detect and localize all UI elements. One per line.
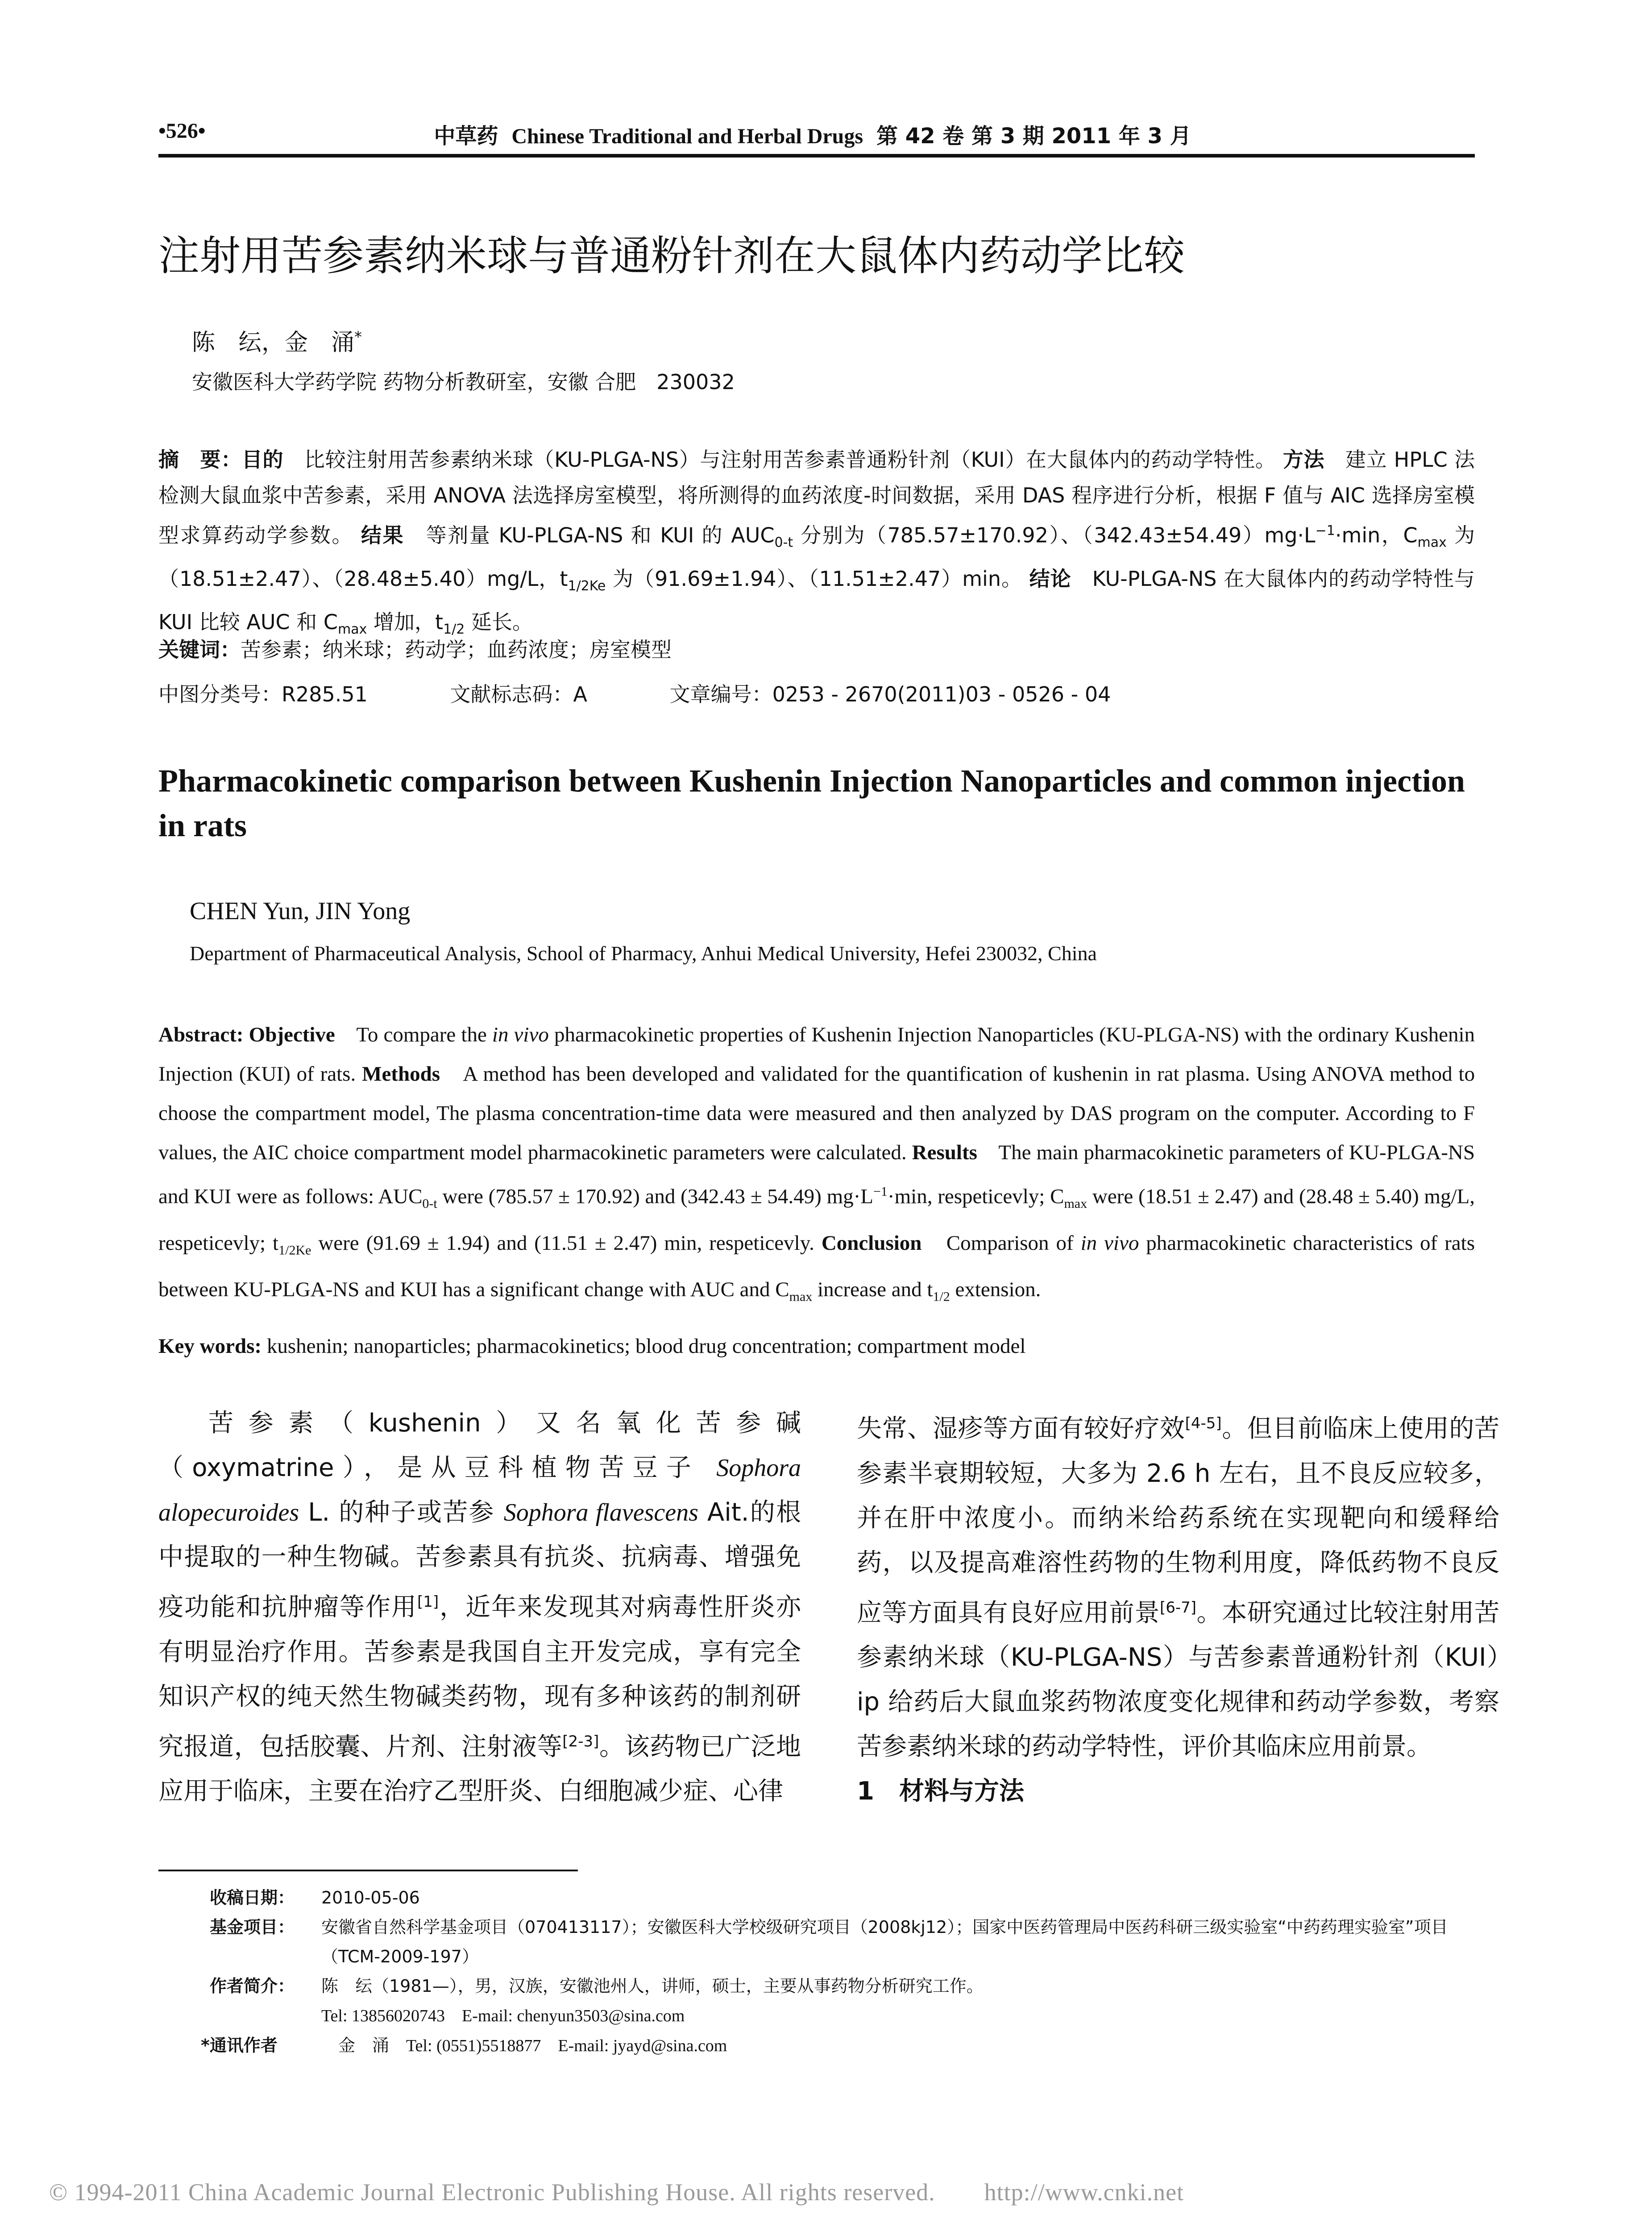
subscript: max — [789, 1289, 813, 1304]
conclusion-label: Conclusion — [821, 1232, 922, 1255]
body-column-left — [158, 1401, 801, 1814]
conclusion-text: KU-PLGA-NS 在大鼠体内的药动学特性与 KUI 比较 AUC 和 C — [158, 566, 1475, 634]
superscript: −1 — [1315, 523, 1335, 539]
subscript: max — [1417, 535, 1447, 551]
body-text: 。该药物已广泛地应用于临床，主要在治疗乙型肝炎、白细胞减少症、心律 — [158, 1732, 801, 1806]
results-text: were (91.69 ± 1.94) and (11.51 ± 2.47) min, respeticevly. — [311, 1232, 822, 1255]
subscript: 1/2 — [933, 1289, 950, 1304]
objective-text: 比较注射用苦参素纳米球（KU-PLGA-NS）与注射用苦参素普通粉针剂（KUI）在大鼠体内的药动学特性。 — [283, 448, 1276, 472]
subscript: 0-t — [422, 1196, 437, 1211]
subscript: max — [1064, 1196, 1087, 1211]
english-affiliation: Department of Pharmaceutical Analysis, School of Pharmacy, Anhui Medical University, Hefei 230032, China — [190, 942, 1097, 965]
body-text: 。本研究通过比较注射用苦参素纳米球（KU-PLGA-NS）与苦参素普通粉针剂（KUI）ip 给药后大鼠血浆药物浓度变化规律和药动学参数，考察苦参素纳米球的药动学特性，评价其临床应用前景。 — [857, 1598, 1500, 1762]
results-text: ·min, respeticevly; C — [887, 1185, 1064, 1208]
abstract-objective-label: Abstract: Objective — [158, 1023, 335, 1046]
conclusion-text: 延长。 — [465, 610, 533, 634]
conclusion-text: extension. — [950, 1278, 1041, 1302]
english-title: Pharmacokinetic comparison between Kushenin Injection Nanoparticles and common injection in rats — [158, 763, 1465, 843]
footnote-received — [210, 1883, 1477, 1912]
header-rule — [158, 154, 1475, 158]
results-text: 等剂量 KU-PLGA-NS 和 KUI 的 AUC — [404, 523, 775, 547]
superscript: −1 — [873, 1184, 888, 1199]
keywords-text: 苦参素；纳米球；药动学；血药浓度；房室模型 — [241, 638, 672, 662]
results-text: 为（91.69±1.94）、（11.51±2.47）min。 — [606, 566, 1022, 591]
species-name: Sophora alopecuroides — [158, 1454, 801, 1526]
page-number: •526• — [158, 119, 206, 143]
subscript: 1/2 — [443, 621, 465, 637]
footnote-author-bio — [210, 1971, 1477, 2031]
methods-text: 建立 HPLC 法检测大鼠血浆中苦参素，采用 ANOVA 法选择房室模型，将所测得的血药浓度-时间数据，采用 DAS 程序进行分析，根据 F 值与 AIC 选择房室模型求算药动学参数。 — [158, 448, 1475, 547]
subscript: 1/2Ke — [568, 578, 606, 594]
keywords-text: kushenin; nanoparticles; pharmacokinetics; blood drug concentration; compartment model — [261, 1335, 1026, 1358]
chinese-keywords — [158, 634, 1475, 663]
results-text: 分别为（785.57±170.92）、（342.43±54.49）mg·L — [793, 523, 1316, 547]
journal-name-en: Chinese Traditional and Herbal Drugs — [511, 124, 863, 148]
chinese-affiliation: 安徽医科大学药学院 药物分析教研室，安徽 合肥 230032 — [192, 370, 735, 394]
methods-text: A method has been developed and validated for the quantification of kushenin in rat plasma. Using ANOVA method to choose the compartment model, The plasma concentration-time data were measured and then analyzed by DAS program on the computer. According to F values, the AIC choice compartment model pharmacokinetic parameters were calculated. — [158, 1062, 1475, 1164]
article-number: 文章编号：0253 - 2670(2011)03 - 0526 - 04 — [669, 682, 1111, 706]
classification-line — [158, 678, 1475, 708]
footnote-label: *通讯作者 — [201, 2036, 278, 2055]
running-header — [158, 115, 1475, 155]
footnote-fund — [210, 1912, 1477, 1971]
conclusion-text: Comparison of — [921, 1232, 1081, 1255]
copyright-watermark: © 1994-2011 China Academic Journal Electronic Publishing House. All rights reserved. http://www.cnki.net — [49, 2179, 1184, 2206]
body-column-right — [857, 1401, 1499, 1814]
english-abstract — [158, 1015, 1475, 1317]
citation: [6-7] — [1159, 1598, 1197, 1617]
objective-label: 目的 — [241, 448, 284, 472]
objective-text: pharmacokinetic properties of Kushenin Injection Nanoparticles (KU-PLGA-NS) with the ordinary Kushenin Injection (KUI) of rats. — [158, 1023, 1475, 1086]
conclusion-text: 增加，t — [367, 610, 444, 634]
results-text: were (785.57 ± 170.92) and (342.43 ± 54.49) mg·L — [437, 1185, 873, 1208]
corresponding-mark: * — [354, 328, 362, 346]
issue-info: 第 42 卷 第 3 期 2011 年 3 月 — [876, 124, 1191, 149]
journal-banner — [158, 119, 1475, 149]
english-authors: CHEN Yun, JIN Yong — [190, 897, 411, 925]
abstract-label: 摘 要： — [158, 448, 242, 472]
subscript: 0-t — [774, 535, 793, 551]
body-text: ，近年来发现其对病毒性肝炎亦有明显治疗作用。苦参素是我国自主开发完成，享有完全知识产权的纯天然生物碱类药物，现有多种该药的制剂研究报道，包括胶囊、片剂、注射液等 — [158, 1592, 801, 1762]
journal-name-cn: 中草药 — [434, 124, 498, 149]
results-text: were (18.51 ± 2.47) and (28.48 ± 5.40) mg/L, respeticevly; t — [158, 1185, 1475, 1255]
clc-number: 中图分类号：R285.51 — [158, 682, 368, 706]
results-text: ·min，C — [1335, 523, 1418, 547]
body-text: L. 的种子或苦参 — [299, 1498, 504, 1527]
citation: [4-5] — [1185, 1414, 1222, 1432]
body-paragraph — [857, 1401, 1499, 1769]
italic-term: in vivo — [1080, 1232, 1139, 1255]
footnote-rule — [158, 1870, 578, 1871]
footnote-label: 基金项目： — [210, 1917, 295, 1937]
conclusion-text: pharmacokinetic characteristics of rats between KU-PLGA-NS and KUI has a significant change with AUC and C — [158, 1232, 1475, 1302]
keywords-label: Key words: — [158, 1335, 262, 1358]
footnote-contact: Tel: 13856020743 E-mail: chenyun3503@sina.com — [321, 2007, 685, 2025]
species-name: Sophora flavescens — [503, 1499, 698, 1526]
english-keywords — [158, 1334, 1475, 1358]
citation: [1] — [417, 1593, 439, 1611]
methods-label: 方法 — [1283, 448, 1325, 472]
chinese-abstract — [158, 442, 1475, 647]
chinese-title: 注射用苦参素纳米球与普通粉针剂在大鼠体内药动学比较 — [158, 232, 1185, 280]
document-code: 文献标志码：A — [450, 682, 588, 706]
footnotes — [201, 1883, 1477, 2061]
body-text: 苦参素（kushenin）又名氧化苦参碱（oxymatrine），是从豆科植物苦豆子 — [158, 1409, 801, 1482]
subscript: max — [338, 621, 367, 637]
chinese-authors — [192, 323, 362, 357]
chinese-author-names: 陈 纭，金 涌 — [192, 329, 355, 356]
body-text: Ait.的根中提取的一种生物碱。苦参素具有抗炎、抗病毒、增强免疫功能和抗肿瘤等作用 — [158, 1498, 801, 1622]
footnote-text: 安徽省自然科学基金项目（070413117）；安徽医科大学校级研究项目（2008kj12）；国家中医药管理局中医药科研三级实验室“中药药理实验室”项目（TCM-2009-197） — [321, 1917, 1448, 1966]
keywords-label: 关键词： — [158, 638, 241, 662]
body-paragraph — [158, 1401, 801, 1814]
footnote-text: 陈 纭（1981—），男，汉族，安徽池州人，讲师，硕士，主要从事药物分析研究工作。 — [321, 1976, 984, 1996]
footnote-corresponding — [201, 2031, 1477, 2061]
footnote-label: 收稿日期： — [210, 1888, 295, 1908]
body-text: 。但目前临床上使用的苦参素半衰期较短，大多为 2.6 h 左右，且不良反应较多，并在肝中浓度小。而纳米给药系统在实现靶向和缓释给药，以及提高难溶性药物的生物利用度，降低药物不良反应等方面具有良好应用前景 — [857, 1414, 1500, 1628]
conclusion-label: 结论 — [1029, 566, 1071, 591]
italic-term: in vivo — [492, 1023, 549, 1046]
footnote-text: 2010-05-06 — [321, 1888, 420, 1908]
results-text: 为（18.51±2.47）、（28.48±5.40）mg/L，t — [158, 523, 1475, 591]
subscript: 1/2Ke — [278, 1243, 311, 1258]
results-label: 结果 — [361, 523, 405, 547]
section-heading: 1 材料与方法 — [857, 1777, 1024, 1806]
conclusion-text: increase and t — [812, 1278, 933, 1302]
footnote-text: 金 涌 Tel: (0551)5518877 E-mail: jyayd@sina.com — [321, 2036, 727, 2055]
results-text: The main pharmacokinetic parameters of KU-PLGA-NS and KUI were as follows: AUC — [158, 1141, 1475, 1208]
methods-label: Methods — [362, 1062, 440, 1086]
results-label: Results — [912, 1141, 977, 1164]
body-text: 失常、湿疹等方面有较好疗效 — [857, 1414, 1185, 1443]
citation: [2-3] — [562, 1732, 599, 1750]
footnote-label: 作者简介： — [210, 1976, 295, 1996]
objective-text: To compare the — [335, 1023, 492, 1046]
